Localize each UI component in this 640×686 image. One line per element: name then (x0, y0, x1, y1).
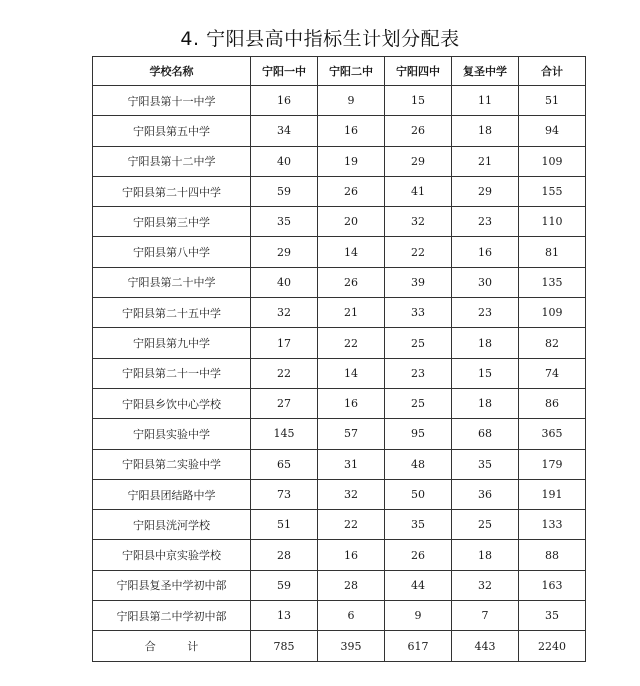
cell-total: 88 (519, 540, 586, 570)
cell-ningyang-no1: 73 (251, 479, 318, 509)
cell-ningyang-no4: 25 (385, 328, 452, 358)
table-row (93, 388, 586, 418)
cell-school-name: 宁阳县第二十一中学 (93, 358, 251, 388)
cell-fusheng: 29 (452, 176, 519, 206)
cell-fusheng: 18 (452, 328, 519, 358)
cell-ningyang-no4: 39 (385, 267, 452, 297)
table-row (93, 570, 586, 600)
header-ningyang-no4: 宁阳四中 (385, 57, 452, 86)
allocation-table (92, 56, 586, 662)
cell-school-name: 宁阳县第八中学 (93, 237, 251, 267)
cell-total: 109 (519, 298, 586, 328)
cell-fusheng: 36 (452, 479, 519, 509)
cell-ningyang-no2: 20 (318, 207, 385, 237)
cell-fusheng: 30 (452, 267, 519, 297)
table-row (93, 207, 586, 237)
cell-total: 81 (519, 237, 586, 267)
cell-total: 82 (519, 328, 586, 358)
cell-school-name: 宁阳县第三中学 (93, 207, 251, 237)
cell-ningyang-no1: 22 (251, 358, 318, 388)
cell-ningyang-no2: 16 (318, 388, 385, 418)
table-row (93, 601, 586, 631)
cell-ningyang-no1: 17 (251, 328, 318, 358)
cell-ningyang-no1: 40 (251, 267, 318, 297)
cell-ningyang-no1: 16 (251, 86, 318, 116)
cell-total: 365 (519, 419, 586, 449)
table-row (93, 419, 586, 449)
cell-ningyang-no4: 22 (385, 237, 452, 267)
table-row (93, 146, 586, 176)
cell-fusheng: 23 (452, 207, 519, 237)
cell-fusheng: 21 (452, 146, 519, 176)
cell-total: 191 (519, 479, 586, 509)
total-label: 合 计 (93, 631, 251, 662)
table-header-row (93, 57, 586, 86)
cell-ningyang-no2: 16 (318, 540, 385, 570)
cell-ningyang-no4: 35 (385, 510, 452, 540)
cell-ningyang-no4: 26 (385, 540, 452, 570)
table-row (93, 86, 586, 116)
table-total-row (93, 631, 586, 662)
cell-ningyang-no4: 95 (385, 419, 452, 449)
table-row (93, 479, 586, 509)
total-grand: 2240 (519, 631, 586, 662)
cell-ningyang-no4: 41 (385, 176, 452, 206)
header-fusheng: 复圣中学 (452, 57, 519, 86)
cell-total: 94 (519, 116, 586, 146)
cell-fusheng: 15 (452, 358, 519, 388)
table-row (93, 298, 586, 328)
cell-total: 163 (519, 570, 586, 600)
header-total: 合计 (519, 57, 586, 86)
cell-ningyang-no2: 31 (318, 449, 385, 479)
header-ningyang-no1: 宁阳一中 (251, 57, 318, 86)
cell-ningyang-no1: 34 (251, 116, 318, 146)
cell-ningyang-no2: 22 (318, 510, 385, 540)
table-row (93, 510, 586, 540)
total-ningyang-no2: 395 (318, 631, 385, 662)
cell-ningyang-no2: 6 (318, 601, 385, 631)
cell-ningyang-no4: 26 (385, 116, 452, 146)
cell-ningyang-no4: 23 (385, 358, 452, 388)
cell-ningyang-no4: 15 (385, 86, 452, 116)
table-row (93, 358, 586, 388)
cell-total: 51 (519, 86, 586, 116)
cell-ningyang-no2: 14 (318, 358, 385, 388)
cell-ningyang-no2: 9 (318, 86, 385, 116)
cell-total: 133 (519, 510, 586, 540)
cell-ningyang-no2: 19 (318, 146, 385, 176)
cell-ningyang-no2: 57 (318, 419, 385, 449)
cell-ningyang-no2: 16 (318, 116, 385, 146)
cell-total: 135 (519, 267, 586, 297)
header-school-name: 学校名称 (93, 57, 251, 86)
cell-total: 110 (519, 207, 586, 237)
cell-fusheng: 16 (452, 237, 519, 267)
cell-ningyang-no4: 48 (385, 449, 452, 479)
cell-ningyang-no1: 40 (251, 146, 318, 176)
cell-school-name: 宁阳县实验中学 (93, 419, 251, 449)
cell-total: 155 (519, 176, 586, 206)
cell-school-name: 宁阳县第二实验中学 (93, 449, 251, 479)
cell-ningyang-no4: 9 (385, 601, 452, 631)
total-ningyang-no1: 785 (251, 631, 318, 662)
cell-ningyang-no1: 28 (251, 540, 318, 570)
cell-ningyang-no1: 29 (251, 237, 318, 267)
cell-total: 35 (519, 601, 586, 631)
page-title: 4. 宁阳县高中指标生计划分配表 (180, 28, 460, 50)
table-row (93, 328, 586, 358)
cell-fusheng: 18 (452, 540, 519, 570)
cell-ningyang-no1: 59 (251, 176, 318, 206)
cell-school-name: 宁阳县第二十中学 (93, 267, 251, 297)
cell-ningyang-no2: 14 (318, 237, 385, 267)
header-ningyang-no2: 宁阳二中 (318, 57, 385, 86)
cell-school-name: 宁阳县第二十五中学 (93, 298, 251, 328)
cell-school-name: 宁阳县洸河学校 (93, 510, 251, 540)
cell-ningyang-no1: 13 (251, 601, 318, 631)
cell-ningyang-no4: 25 (385, 388, 452, 418)
cell-fusheng: 32 (452, 570, 519, 600)
cell-school-name: 宁阳县第二十四中学 (93, 176, 251, 206)
cell-total: 109 (519, 146, 586, 176)
cell-total: 179 (519, 449, 586, 479)
cell-school-name: 宁阳县第九中学 (93, 328, 251, 358)
table-row (93, 449, 586, 479)
table-row (93, 267, 586, 297)
cell-school-name: 宁阳县中京实验学校 (93, 540, 251, 570)
cell-school-name: 宁阳县第十一中学 (93, 86, 251, 116)
cell-ningyang-no1: 32 (251, 298, 318, 328)
cell-fusheng: 25 (452, 510, 519, 540)
cell-ningyang-no2: 21 (318, 298, 385, 328)
cell-fusheng: 11 (452, 86, 519, 116)
cell-fusheng: 68 (452, 419, 519, 449)
cell-fusheng: 35 (452, 449, 519, 479)
cell-total: 74 (519, 358, 586, 388)
cell-ningyang-no1: 145 (251, 419, 318, 449)
cell-ningyang-no4: 50 (385, 479, 452, 509)
cell-ningyang-no1: 59 (251, 570, 318, 600)
cell-ningyang-no2: 32 (318, 479, 385, 509)
cell-fusheng: 18 (452, 388, 519, 418)
table-row (93, 116, 586, 146)
table-row (93, 540, 586, 570)
table-row (93, 237, 586, 267)
total-ningyang-no4: 617 (385, 631, 452, 662)
cell-school-name: 宁阳县团结路中学 (93, 479, 251, 509)
cell-school-name: 宁阳县乡饮中心学校 (93, 388, 251, 418)
cell-fusheng: 23 (452, 298, 519, 328)
cell-school-name: 宁阳县第二中学初中部 (93, 601, 251, 631)
cell-ningyang-no4: 44 (385, 570, 452, 600)
cell-school-name: 宁阳县复圣中学初中部 (93, 570, 251, 600)
cell-fusheng: 18 (452, 116, 519, 146)
cell-ningyang-no1: 65 (251, 449, 318, 479)
table-row (93, 176, 586, 206)
cell-ningyang-no2: 22 (318, 328, 385, 358)
cell-ningyang-no1: 35 (251, 207, 318, 237)
total-fusheng: 443 (452, 631, 519, 662)
cell-school-name: 宁阳县第五中学 (93, 116, 251, 146)
cell-school-name: 宁阳县第十二中学 (93, 146, 251, 176)
cell-ningyang-no2: 26 (318, 176, 385, 206)
cell-fusheng: 7 (452, 601, 519, 631)
cell-ningyang-no4: 29 (385, 146, 452, 176)
cell-ningyang-no4: 33 (385, 298, 452, 328)
cell-ningyang-no4: 32 (385, 207, 452, 237)
cell-ningyang-no1: 51 (251, 510, 318, 540)
cell-ningyang-no1: 27 (251, 388, 318, 418)
cell-total: 86 (519, 388, 586, 418)
cell-ningyang-no2: 28 (318, 570, 385, 600)
cell-ningyang-no2: 26 (318, 267, 385, 297)
